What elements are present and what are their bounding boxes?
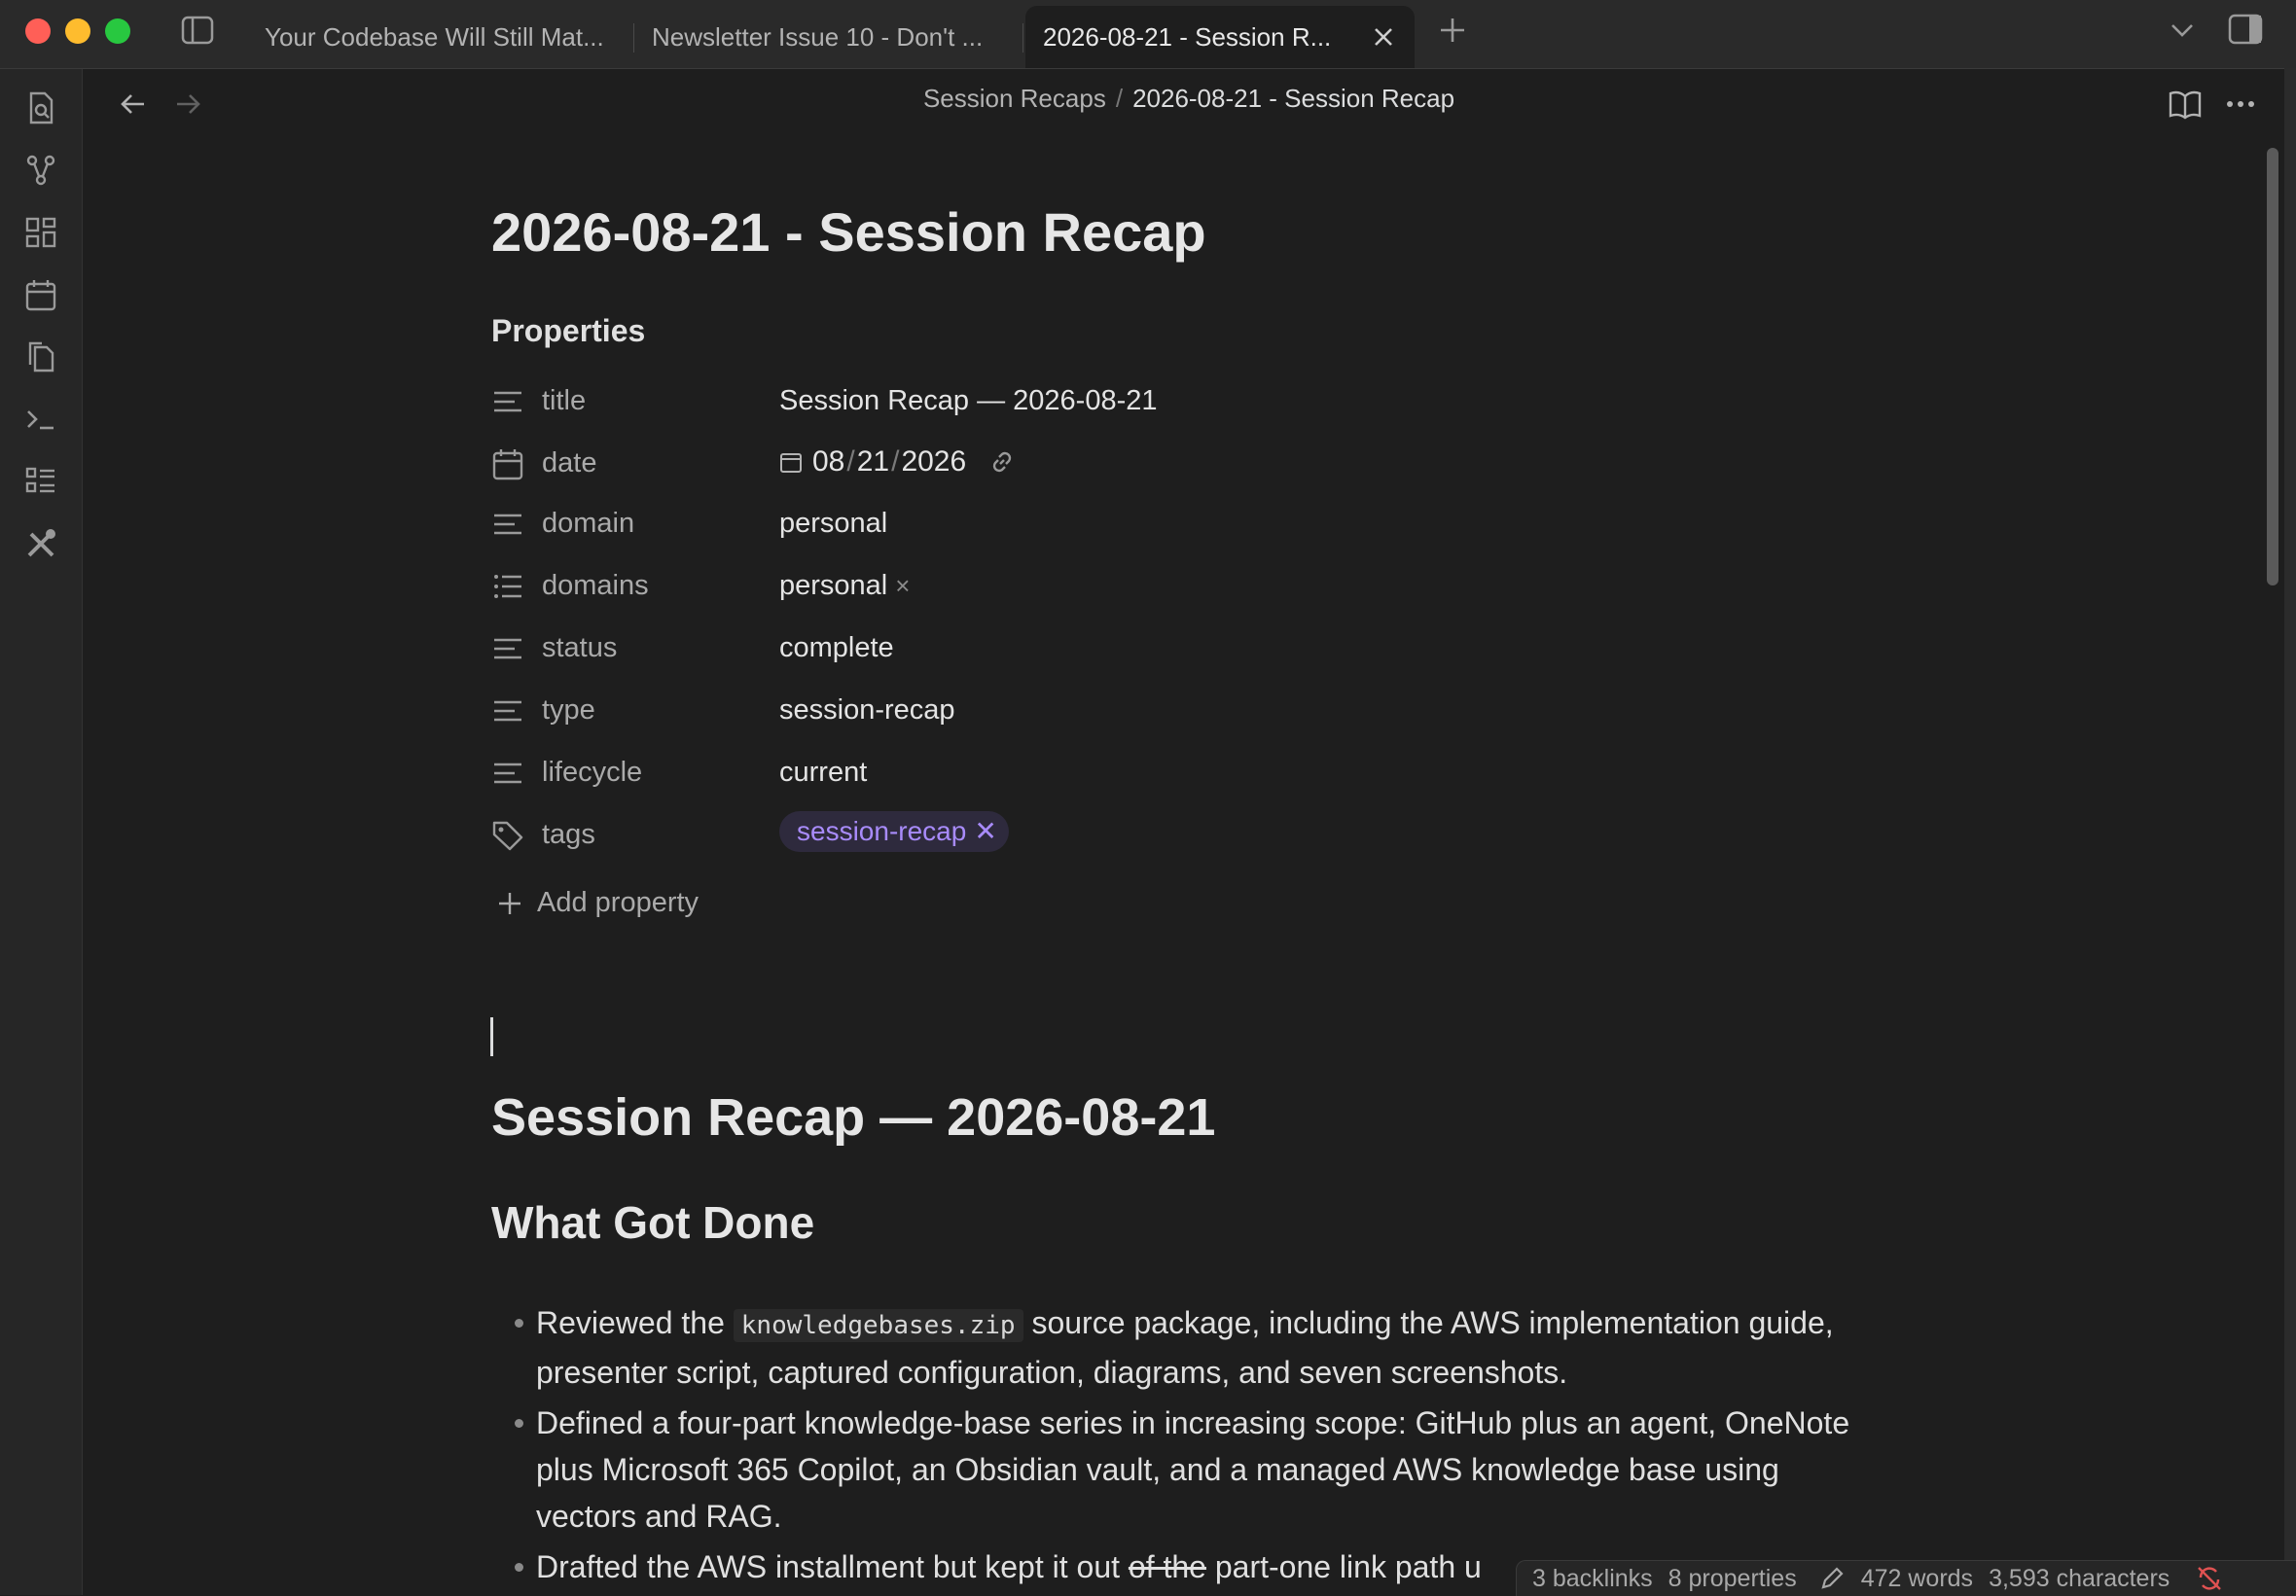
ribbon xyxy=(0,69,83,1595)
text-lines-icon xyxy=(491,508,524,541)
date-separator: / xyxy=(846,445,855,478)
property-row-date[interactable] xyxy=(491,440,1659,488)
title-bar xyxy=(0,0,2296,69)
note-title[interactable]: 2026-08-21 - Session Recap xyxy=(491,201,1206,263)
bullet-list xyxy=(491,1299,1853,1594)
date-separator: / xyxy=(891,445,900,478)
status-bar xyxy=(1516,1560,2296,1596)
left-sidebar-toggle-icon[interactable] xyxy=(181,16,214,45)
book-open-icon[interactable] xyxy=(2168,88,2203,121)
property-key[interactable]: status xyxy=(542,632,618,663)
tab-label: Newsletter Issue 10 - Don't ... xyxy=(652,21,984,52)
property-value[interactable]: personal xyxy=(779,508,888,539)
tab-session-recap[interactable] xyxy=(1025,6,1415,68)
sync-error-icon[interactable] xyxy=(2195,1564,2224,1593)
property-row-tags[interactable] xyxy=(491,811,1659,860)
minimize-window-button[interactable] xyxy=(65,18,90,44)
remove-tag-icon[interactable]: ✕ xyxy=(974,816,997,846)
right-sidebar-toggle-icon[interactable] xyxy=(2228,14,2263,45)
text-lines-icon xyxy=(491,632,524,665)
date-year[interactable]: 2026 xyxy=(901,445,967,478)
tab-label: Your Codebase Will Still Mat... xyxy=(265,21,604,52)
chevron-down-icon[interactable] xyxy=(2168,18,2197,43)
new-tab-icon[interactable] xyxy=(1436,14,1469,47)
property-value[interactable]: Session Recap — 2026-08-21 xyxy=(779,385,1158,416)
list-view-icon[interactable] xyxy=(21,462,60,501)
list-pill[interactable] xyxy=(779,570,910,602)
properties-count[interactable]: 8 properties xyxy=(1668,1564,1797,1592)
character-count: 3,593 characters xyxy=(1989,1564,2170,1592)
search-file-icon[interactable] xyxy=(21,89,60,127)
inline-code: knowledgebases.zip xyxy=(734,1309,1023,1342)
property-key[interactable]: title xyxy=(542,385,587,416)
text-run: Reviewed the xyxy=(536,1305,734,1340)
property-row-domains[interactable] xyxy=(491,562,1659,611)
property-row-status[interactable] xyxy=(491,624,1659,673)
word-count: 472 words xyxy=(1860,1564,1974,1592)
tag-icon xyxy=(491,819,524,852)
strikethrough-text: of the xyxy=(1128,1549,1206,1584)
text-lines-icon xyxy=(491,385,524,418)
tab-newsletter[interactable] xyxy=(634,6,1023,68)
property-row-type[interactable] xyxy=(491,687,1659,735)
text-run: source package, including the AWS implementation guide, presenter script, captured configuration, diagrams, and seven screenshots. xyxy=(536,1305,1834,1390)
close-tab-icon[interactable] xyxy=(1370,23,1397,51)
list-icon xyxy=(491,570,524,603)
text-run: Defined a four-part knowledge-base series in increasing scope: GitHub plus an agent, OneNote plus Microsoft 365 Copilot, an Obsidian vault, and a managed AWS knowledge base using vectors and RAG. xyxy=(536,1405,1850,1534)
pencil-icon[interactable] xyxy=(1818,1565,1846,1592)
add-property-label: Add property xyxy=(537,887,700,918)
property-key[interactable]: domain xyxy=(542,508,635,539)
property-key[interactable]: date xyxy=(542,447,597,479)
tools-icon[interactable] xyxy=(21,524,60,563)
pill-label: personal xyxy=(779,570,888,601)
tag-label: session-recap xyxy=(797,816,967,846)
close-window-button[interactable] xyxy=(25,18,51,44)
calendar-icon[interactable] xyxy=(21,275,60,314)
calendar-icon xyxy=(491,447,524,480)
link-icon[interactable] xyxy=(987,447,1017,477)
text-lines-icon xyxy=(491,694,524,727)
plus-icon xyxy=(496,890,523,917)
canvas-grid-icon[interactable] xyxy=(21,213,60,252)
property-row-domain[interactable] xyxy=(491,500,1659,549)
property-row-lifecycle[interactable] xyxy=(491,749,1659,798)
property-key[interactable]: domains xyxy=(542,570,649,601)
tab-label: 2026-08-21 - Session R... xyxy=(1043,21,1332,52)
list-item[interactable] xyxy=(491,1299,1853,1396)
copy-files-icon[interactable] xyxy=(21,337,60,376)
property-key[interactable]: tags xyxy=(542,819,595,850)
text-run: part-one link path u xyxy=(1205,1549,1482,1584)
heading-2[interactable]: What Got Done xyxy=(491,1197,815,1248)
backlinks-count[interactable]: 3 backlinks xyxy=(1532,1564,1653,1592)
right-edge-panel xyxy=(2284,68,2296,1595)
text-run: Drafted the AWS installment but kept it out xyxy=(536,1549,1129,1584)
scrollbar-thumb[interactable] xyxy=(2267,148,2278,585)
tab-codebase[interactable] xyxy=(247,6,634,68)
add-property-button[interactable] xyxy=(496,887,699,919)
heading-1[interactable]: Session Recap — 2026-08-21 xyxy=(491,1088,1216,1147)
date-input[interactable] xyxy=(779,445,1017,479)
graph-view-icon[interactable] xyxy=(21,151,60,190)
property-row-title[interactable] xyxy=(491,377,1659,426)
breadcrumb-separator: / xyxy=(1115,84,1124,113)
zoom-window-button[interactable] xyxy=(105,18,130,44)
date-month[interactable]: 08 xyxy=(812,445,845,478)
terminal-icon[interactable] xyxy=(21,400,60,439)
property-value[interactable]: complete xyxy=(779,632,894,663)
text-cursor xyxy=(490,1017,493,1056)
more-options-icon[interactable] xyxy=(2222,89,2259,119)
date-day[interactable]: 21 xyxy=(856,445,890,478)
date-picker-icon[interactable] xyxy=(779,450,803,474)
property-key[interactable]: lifecycle xyxy=(542,757,643,788)
property-value[interactable]: session-recap xyxy=(779,694,955,726)
breadcrumb-current[interactable]: 2026-08-21 - Session Recap xyxy=(1132,84,1455,113)
remove-pill-icon[interactable]: × xyxy=(895,571,911,600)
breadcrumb-parent[interactable]: Session Recaps xyxy=(922,84,1106,113)
list-item[interactable] xyxy=(491,1400,1853,1540)
property-key[interactable]: type xyxy=(542,694,595,726)
tag-pill[interactable] xyxy=(779,811,1009,852)
property-value[interactable]: current xyxy=(779,757,868,788)
properties-heading[interactable]: Properties xyxy=(491,313,646,348)
text-lines-icon xyxy=(491,757,524,790)
breadcrumb xyxy=(82,84,2296,114)
